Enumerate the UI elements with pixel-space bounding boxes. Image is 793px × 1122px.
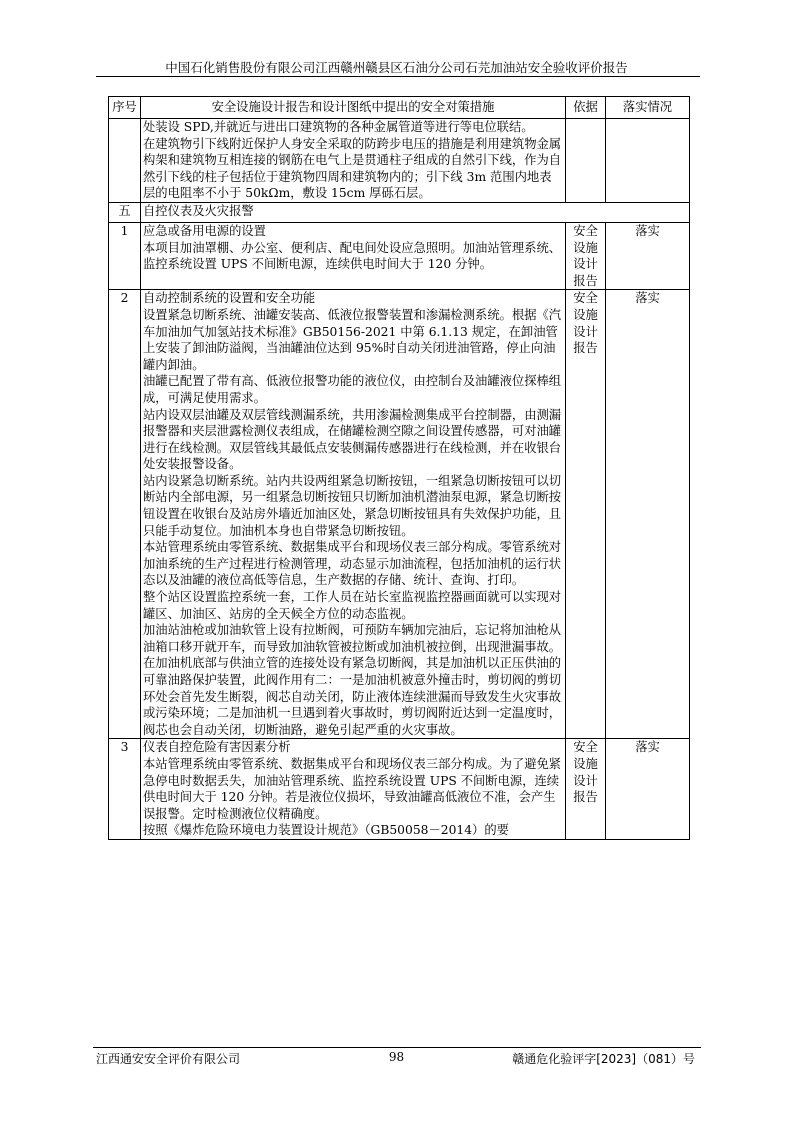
section-title: 自控仪表及火灾报警 (141, 202, 690, 222)
safety-measures-table (108, 96, 690, 840)
measure-paragraph: 按照《爆炸危险环境电力装置设计规范》（GB50058－2014）的要 (143, 823, 509, 838)
table-header-row (109, 97, 690, 119)
column-header-number: 序号 (109, 97, 141, 119)
footer-report-number: 赣通危化验评字[2023]（081）号 (512, 1052, 695, 1066)
measure-cell (141, 290, 566, 739)
row-number-cell (109, 119, 141, 203)
basis-cell: 安全设施设计报告 (566, 290, 606, 739)
section-row (109, 202, 690, 222)
table-row (109, 739, 690, 840)
table-row (109, 222, 690, 289)
footer-company: 江西通安安全评价有限公司 (96, 1052, 241, 1066)
measure-paragraph: 本项目加油罩棚、办公室、便利店、配电间处设应急照明。加油站管理系统、监控系统设置 UPS 不间断电源，连续供电时间大于 120 分钟。 (143, 240, 562, 272)
row-number-cell: 1 (109, 222, 141, 289)
measure-cell (141, 119, 566, 203)
column-header-status: 落实情况 (606, 97, 690, 119)
measure-heading: 应急或备用电源的设置 (143, 223, 266, 238)
row-number-cell: 2 (109, 290, 141, 739)
measure-paragraph: 油罐已配置了带有高、低液位报警功能的液位仪，由控制台及油罐液位探棒组成，可满足使用需求。 (143, 374, 562, 405)
header-rule (96, 76, 700, 77)
basis-cell (566, 119, 606, 203)
basis-cell: 安全设施设计报告 (566, 222, 606, 289)
measure-paragraph: 本站管理系统由零管系统、数据集成平台和现场仪表三部分构成。为了避免紧急停电时数据丢失，加油站管理系统、监控系统设置 UPS 不间断电源，连续供电时间大于 120 分钟。若是液位仪损坏，导致油罐高低液位不准，会产生误报警。定时检测液位仪精确度。 (143, 756, 562, 821)
footer-page-number: 98 (388, 1050, 405, 1064)
section-number: 五 (109, 202, 141, 222)
measure-heading: 自动控制系统的设置和安全功能 (143, 291, 316, 306)
footer-rule (93, 1047, 701, 1048)
measure-paragraph: 本站管理系统由零管系统、数据集成平台和现场仪表三部分构成。零管系统对加油系统的生产过程进行检测管理，动态显示加油流程，包括加油机的运行状态以及油罐的液位高低等信息，生产数据的存储、统计、查询、打印。 (143, 540, 562, 588)
column-header-basis: 依据 (566, 97, 606, 119)
status-cell: 落实 (606, 739, 690, 840)
measure-paragraph: 处装设 SPD,并就近与进出口建筑物的各种金属管道等进行等电位联结。 (143, 120, 534, 134)
measure-paragraph: 加油站油枪或加油软管上设有拉断阀，可预防车辆加完油后，忘记将加油枪从油箱口移开就开车，而导致加油软管被拉断或加油机被拉倒，出现泄漏事故。 (143, 623, 562, 654)
measure-paragraph: 设置紧急切断系统、油罐安装高、低液位报警装置和渗漏检测系统。根据《汽车加油加气加氢站技术标准》GB50156-2021 中第 6.1.13 规定，在卸油管上安装了卸油防溢阀，当油罐油位达到 95%时自动关闭进油管路，停止向油罐内卸油。 (143, 307, 562, 372)
status-cell (606, 119, 690, 203)
column-header-measures: 安全设施设计报告和设计图纸中提出的安全对策措施 (141, 97, 566, 119)
measure-paragraph: 站内设双层油罐及双层管线测漏系统，共用渗漏检测集成平台控制器，由测漏报警器和夹层泄露检测仪表组成，在储罐检测空隙之间设置传感器，可对油罐进行在线检测。双层管线其最低点安装侧漏传感器进行在线检测，并在收银台处安装报警设备。 (143, 407, 562, 472)
measure-cell (141, 739, 566, 840)
measure-paragraph: 整个站区设置监控系统一套，工作人员在站长室监视监控器画面就可以实现对罐区、加油区、站房的全天候全方位的动态监视。 (143, 590, 562, 621)
measure-heading: 仪表自控危险有害因素分析 (143, 740, 291, 755)
status-cell: 落实 (606, 290, 690, 739)
status-cell: 落实 (606, 222, 690, 289)
basis-cell: 安全设施设计报告 (566, 739, 606, 840)
measure-cell (141, 222, 566, 289)
table-row (109, 290, 690, 739)
row-number-cell: 3 (109, 739, 141, 840)
page-header-title: 中国石化销售股份有限公司江西赣州赣县区石油分公司石芫加油站安全验收评价报告 (165, 60, 628, 75)
table-row-continuation (109, 119, 690, 203)
measure-paragraph: 在建筑物引下线附近保护人身安全采取的防跨步电压的措施是利用建筑物金属构架和建筑物互相连接的钢筋在电气上是贯通柱子组成的自然引下线，作为自然引下线的柱子包括位于建筑物四周和建筑物内的；引下线 3m 范围内地表层的电阻率不小于 50kΩm，敷设 15cm 厚砾石层。 (143, 136, 562, 201)
measure-paragraph: 在加油机底部与供油立管的连接处设有紧急切断阀，其是加油机以正压供油的可靠油路保护装置，此阀作用有二：一是加油机被意外撞击时，剪切阀的剪切环处会首先发生断裂，阀芯自动关闭，防止液体连续泄漏而导致发生火灾事故或污染环境；二是加油机一旦遇到着火事故时，剪切阀附近达到一定温度时，阀芯也会自动关闭，切断油路，避免引起严重的火灾事故。 (143, 656, 562, 737)
measure-paragraph: 站内设紧急切断系统。站内共设两组紧急切断按钮，一组紧急切断按钮可以切断站内全部电源，另一组紧急切断按钮只切断加油机潜油泵电源，紧急切断按钮设置在收银台及站房外墙近加油区处，紧急切断按钮具有失效保护功能，且只能手动复位。加油机本身也自带紧急切断按钮。 (143, 473, 562, 538)
